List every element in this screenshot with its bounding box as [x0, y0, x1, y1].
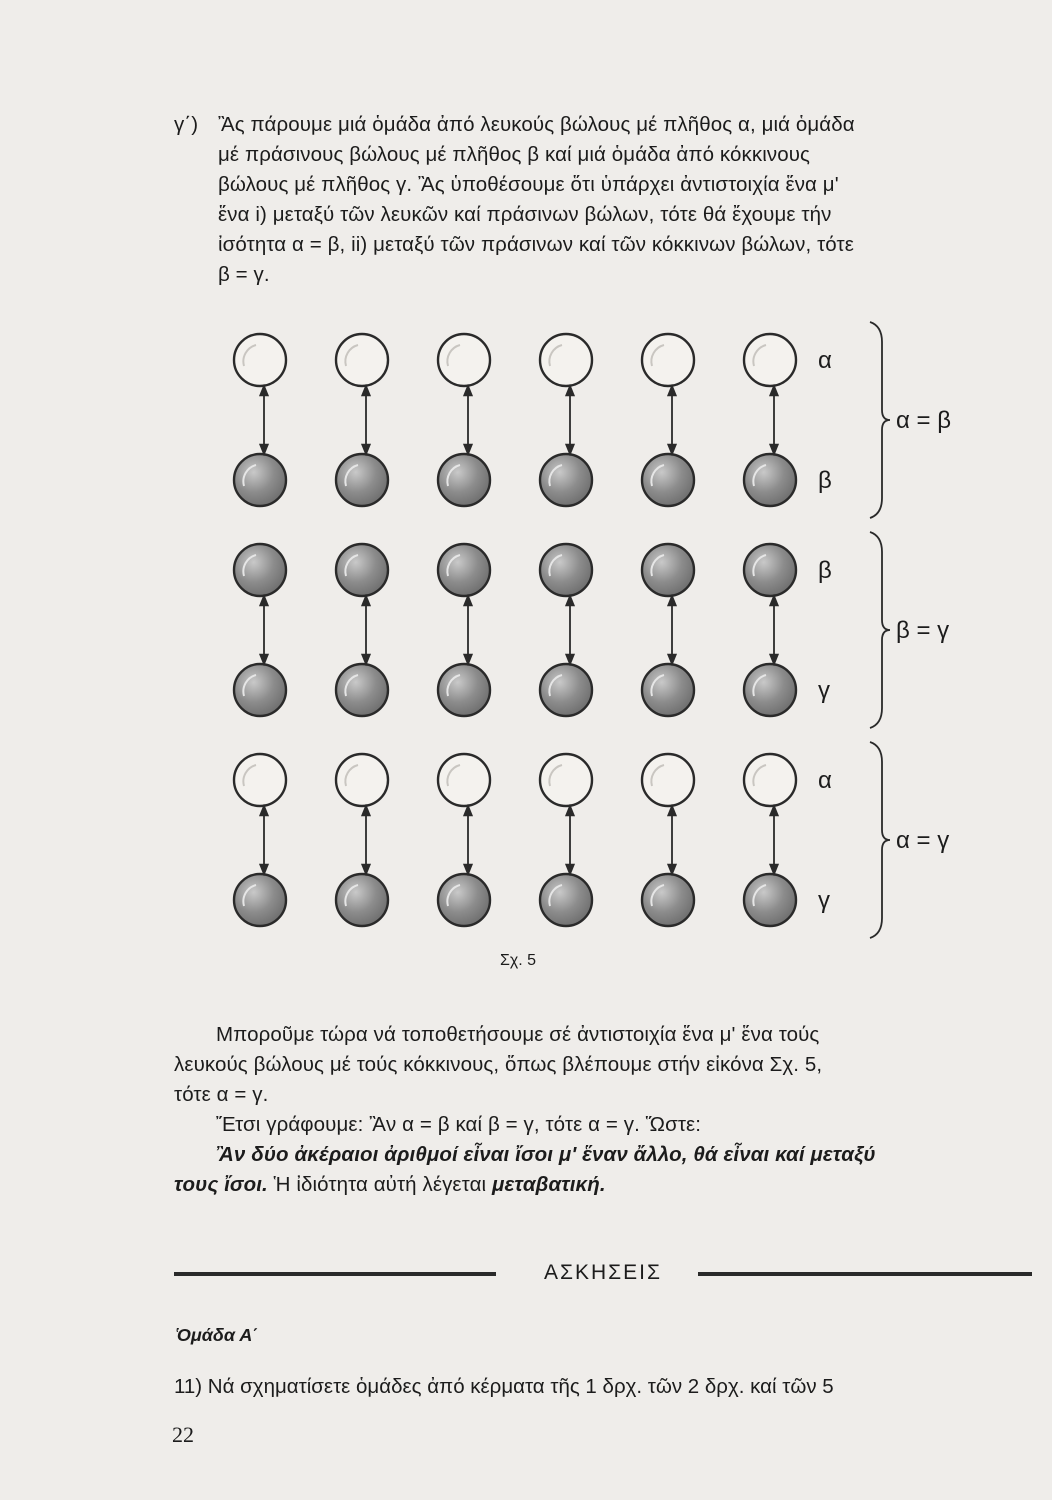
green-ball [234, 664, 286, 716]
white-ball [744, 754, 796, 806]
row-label: γ [818, 677, 830, 704]
body-line: λευκούς βώλους μέ τούς κόκκινους, ὅπως βλέπουμε στήν εἰκόνα Σχ. 5, [174, 1053, 823, 1076]
green-ball [336, 454, 388, 506]
group-label: Ὁμάδα Α΄ [176, 1325, 259, 1345]
equality-label: β = γ [896, 617, 950, 644]
body-line: τότε α = γ. [174, 1083, 269, 1106]
intro-line: μέ πράσινους βώλους μέ πλῆθος β καί μιά ὁμάδα ἀπό κόκκινους [218, 143, 811, 166]
grouping-brace [870, 742, 890, 938]
row-label: β [818, 467, 832, 494]
item-marker: γ΄) [174, 113, 199, 136]
grouping-brace [870, 322, 890, 518]
rule-term: μεταβατική. [491, 1173, 606, 1196]
rule-description: Ἡ ἰδιότητα αὐτή λέγεται [267, 1173, 492, 1196]
row-label: α [818, 347, 832, 374]
green-ball [438, 454, 490, 506]
green-ball [744, 664, 796, 716]
intro-line: ἕνα i) μεταξύ τῶν λευκῶν καί πράσινων βώλων, τότε θά ἔχουμε τήν [218, 203, 832, 226]
figure-caption: Σχ. 5 [500, 952, 537, 969]
transitive-rule-end: τους ἴσοι. [174, 1173, 268, 1196]
body-line: Ἔτσι γράφουμε: Ἂν α = β καί β = γ, τότε α = γ. Ὥστε: [216, 1113, 702, 1136]
white-ball [540, 334, 592, 386]
white-ball [336, 754, 388, 806]
exercise-11: 11) Νά σχηματίσετε ὁμάδες ἀπό κέρματα τῆς 1 δρχ. τῶν 2 δρχ. καί τῶν 5 [174, 1375, 834, 1398]
intro-paragraph [174, 110, 1040, 290]
green-ball [540, 874, 592, 926]
row-label: γ [818, 887, 830, 914]
white-ball [336, 334, 388, 386]
page-number: 22 [172, 1422, 194, 1447]
green-ball [438, 664, 490, 716]
green-ball [642, 454, 694, 506]
green-ball [540, 454, 592, 506]
green-ball [438, 544, 490, 596]
intro-line: βώλους μέ πλῆθος γ. Ἂς ὑποθέσουμε ὅτι ὑπάρχει ἀντιστοιχία ἕνα μ' [218, 173, 839, 196]
white-ball [540, 754, 592, 806]
body-paragraph [174, 1020, 1040, 1200]
green-ball [438, 874, 490, 926]
intro-line: β = γ. [218, 263, 270, 286]
figure-ball-correspondence [220, 320, 1020, 980]
equality-label: α = β [896, 407, 952, 434]
green-ball [336, 874, 388, 926]
row-label: β [818, 557, 832, 584]
green-ball [336, 544, 388, 596]
green-ball [336, 664, 388, 716]
green-ball [642, 544, 694, 596]
intro-line: ἰσότητα α = β, ii) μεταξύ τῶν πράσινων καί τῶν κόκκινων βώλων, τότε [218, 233, 854, 256]
white-ball [438, 334, 490, 386]
exercises-heading [174, 1258, 1032, 1288]
green-ball [234, 544, 286, 596]
green-ball [540, 544, 592, 596]
row-label: α [818, 767, 832, 794]
green-ball [234, 454, 286, 506]
transitive-rule: Ἂν δύο ἀκέραιοι ἀριθμοί εἶναι ἴσοι μ' ἕναν ἄλλο, θά εἶναι καί μεταξύ [216, 1143, 876, 1166]
green-ball [744, 454, 796, 506]
white-ball [744, 334, 796, 386]
exercises-title: ΑΣΚΗΣΕΙΣ [544, 1261, 662, 1284]
grouping-brace [870, 532, 890, 728]
white-ball [438, 754, 490, 806]
green-ball [234, 874, 286, 926]
white-ball [642, 754, 694, 806]
intro-line: Ἂς πάρουμε μιά ὁμάδα ἀπό λευκούς βώλους μέ πλῆθος α, μιά ὁμάδα [218, 113, 855, 136]
white-ball [234, 334, 286, 386]
white-ball [234, 754, 286, 806]
green-ball [540, 664, 592, 716]
green-ball [642, 664, 694, 716]
green-ball [744, 874, 796, 926]
equality-label: α = γ [896, 827, 950, 854]
green-ball [744, 544, 796, 596]
white-ball [642, 334, 694, 386]
green-ball [642, 874, 694, 926]
body-line: Μποροῦμε τώρα νά τοποθετήσουμε σέ ἀντιστοιχία ἕνα μ' ἕνα τούς [216, 1023, 820, 1046]
